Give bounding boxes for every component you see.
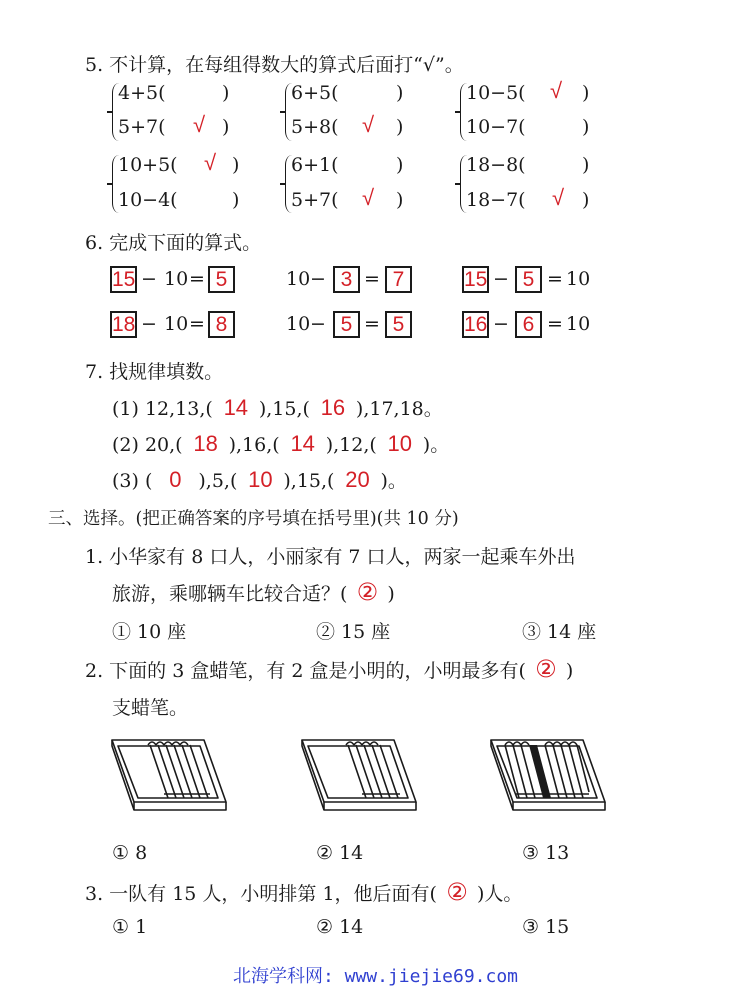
number-ten: 10 xyxy=(566,268,591,290)
s3-q3-answer: ② xyxy=(446,879,468,906)
q5-close: ) xyxy=(582,154,590,176)
q5-expr: 18−7( xyxy=(466,189,526,211)
number-ten: 10 xyxy=(164,313,189,335)
q5-close: ) xyxy=(582,82,590,104)
s3-q1-answer: ② xyxy=(356,579,379,606)
q7-text: (2) 20,( xyxy=(112,434,183,456)
minus-sign: − xyxy=(141,268,157,290)
s3-q1-option-2: ② 15 座 xyxy=(316,621,391,643)
s3-q3-option-1: ① 1 xyxy=(112,916,148,938)
s3-q3-text: )人。 xyxy=(476,883,523,905)
s3-q2-option-1: ① 8 xyxy=(112,842,148,864)
q5-close: ) xyxy=(396,116,404,138)
q5-check: √ xyxy=(552,185,565,210)
q5-close: ) xyxy=(396,82,404,104)
answer-box: 7 xyxy=(385,266,412,293)
q5-close: ) xyxy=(232,189,240,211)
s3-q1-option-3: ③ 14 座 xyxy=(522,621,597,643)
footer-watermark[interactable]: 北海学科网: www.jiejie69.com xyxy=(232,966,519,987)
number-ten: 10 xyxy=(566,313,591,335)
q5-check: √ xyxy=(193,112,206,137)
number-ten: 10 xyxy=(164,268,189,290)
q6-title: 6. 完成下面的算式。 xyxy=(85,232,262,254)
q5-title: 5. 不计算，在每组得数大的算式后面打“√”。 xyxy=(85,54,464,76)
q5-expr: 6+1( xyxy=(291,154,339,176)
q7-text: (1) 12,13,( xyxy=(112,398,213,420)
answer-box: 8 xyxy=(208,311,235,338)
q7-text: )。 xyxy=(422,434,450,456)
q5-expr: 5+8( xyxy=(291,116,339,138)
answer-box: 15 xyxy=(464,268,488,291)
q5-expr: 4+5( xyxy=(118,82,166,104)
answer-box: 16 xyxy=(464,313,488,336)
q5-close: ) xyxy=(582,189,590,211)
s3-q3-option-3: ③ 15 xyxy=(522,916,570,938)
answer-box: 5 xyxy=(208,266,235,293)
q7-text: ),12,( xyxy=(325,434,377,456)
s3-q1-option-1: ① 10 座 xyxy=(112,621,187,643)
s3-q3-line1 xyxy=(85,878,522,907)
minus-sign: − xyxy=(310,268,326,290)
s3-q2-option-3: ③ 13 xyxy=(522,842,570,864)
q7-title: 7. 找规律填数。 xyxy=(85,361,224,383)
equals-sign: = xyxy=(364,268,380,290)
q7-answer: 14 xyxy=(290,431,315,456)
answer-box: 5 xyxy=(515,266,542,293)
q5-close: ) xyxy=(222,82,230,104)
q7-answer: 10 xyxy=(248,467,273,492)
answer-box: 18 xyxy=(112,313,136,336)
q5-expr: 10+5( xyxy=(118,154,178,176)
q5-expr: 10−4( xyxy=(118,189,178,211)
number-ten: 10 xyxy=(286,268,311,290)
q7-text: ),16,( xyxy=(228,434,280,456)
s3-q2-text: 2. 下面的 3 盒蜡笔，有 2 盒是小明的，小明最多有( xyxy=(85,660,526,682)
q7-answer: 20 xyxy=(345,467,370,492)
minus-sign: − xyxy=(310,313,326,335)
q5-check: √ xyxy=(204,150,217,175)
q7-answer: 16 xyxy=(320,395,346,420)
s3-q1-line2 xyxy=(112,578,395,607)
q7-row-1 xyxy=(112,394,443,421)
crayon-box-illustration-3 xyxy=(485,732,610,817)
q5-close: ) xyxy=(222,116,230,138)
q5-check: √ xyxy=(550,78,563,103)
q5-expr: 5+7( xyxy=(118,116,166,138)
q7-text: ),5,( xyxy=(198,470,238,492)
answer-box: 5 xyxy=(333,311,360,338)
q5-close: ) xyxy=(396,189,404,211)
q5-expr: 10−5( xyxy=(466,82,526,104)
q7-answer: 14 xyxy=(223,395,249,420)
answer-box: 5 xyxy=(385,311,412,338)
minus-sign: − xyxy=(493,313,509,335)
crayon-box-illustration-2 xyxy=(296,732,421,817)
q7-answer: 18 xyxy=(193,431,218,456)
q7-row-3 xyxy=(112,466,407,493)
q5-expr: 18−8( xyxy=(466,154,526,176)
s3-q2-text: ) xyxy=(565,660,574,682)
q7-text: (3) ( xyxy=(112,470,153,492)
q5-expr: 10−7( xyxy=(466,116,526,138)
q5-expr: 5+7( xyxy=(291,189,339,211)
q7-answer: 0 xyxy=(169,467,182,492)
answer-box: 6 xyxy=(515,311,542,338)
equals-sign: = xyxy=(547,313,563,335)
s3-q1-line1: 1. 小华家有 8 口人，小丽家有 7 口人，两家一起乘车外出 xyxy=(85,546,576,568)
s3-q2-line2: 支蜡笔。 xyxy=(112,697,189,719)
q5-close: ) xyxy=(396,154,404,176)
q7-text: )。 xyxy=(380,470,407,492)
minus-sign: − xyxy=(493,268,509,290)
q5-check: √ xyxy=(362,112,375,137)
number-ten: 10 xyxy=(286,313,311,335)
s3-q3-text: 3. 一队有 15 人，小明排第 1，他后面有( xyxy=(85,883,437,905)
equals-sign: = xyxy=(189,268,205,290)
s3-q2-answer: ② xyxy=(535,656,557,683)
answer-box: 15 xyxy=(112,268,136,291)
q5-check: √ xyxy=(362,185,375,210)
s3-q1-text: ) xyxy=(387,583,395,605)
section3-title: 三、选择。(把正确答案的序号填在括号里)(共 10 分) xyxy=(48,509,459,529)
crayon-box-illustration-1 xyxy=(106,732,231,817)
s3-q3-option-2: ② 14 xyxy=(316,916,364,938)
q7-row-2 xyxy=(112,430,449,457)
q7-text: ),15,( xyxy=(258,398,310,420)
q7-text: ),17,18。 xyxy=(355,398,443,420)
answer-box: 3 xyxy=(333,266,360,293)
equals-sign: = xyxy=(364,313,380,335)
s3-q2-option-2: ② 14 xyxy=(316,842,364,864)
q5-expr: 6+5( xyxy=(291,82,339,104)
q5-close: ) xyxy=(582,116,590,138)
q5-close: ) xyxy=(232,154,240,176)
q7-answer: 10 xyxy=(387,431,413,456)
equals-sign: = xyxy=(189,313,205,335)
q7-text: ),15,( xyxy=(283,470,335,492)
equals-sign: = xyxy=(547,268,563,290)
minus-sign: − xyxy=(141,313,157,335)
s3-q1-text: 旅游，乘哪辆车比较合适？( xyxy=(112,583,348,605)
s3-q2-line1 xyxy=(85,655,573,684)
